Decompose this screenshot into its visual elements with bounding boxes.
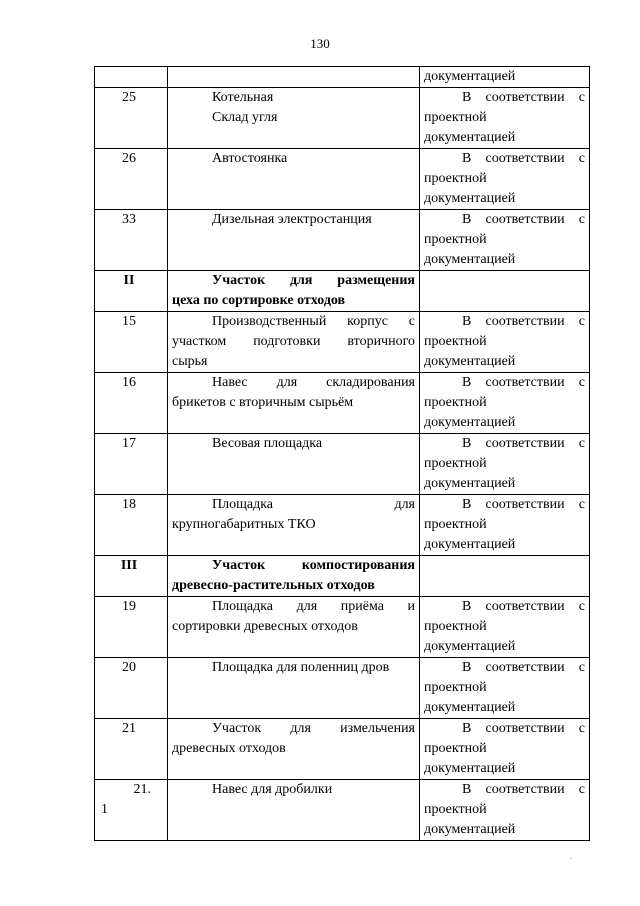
status-cell	[420, 149, 590, 210]
row-number-cell	[95, 719, 168, 780]
facility-name-line: Участок компостирования	[212, 558, 415, 573]
row-number-cell	[95, 556, 168, 597]
table-row	[95, 495, 590, 556]
facility-name-cell	[168, 556, 420, 597]
facility-name-cell	[168, 67, 420, 88]
status-cell	[420, 495, 590, 556]
status-cell	[420, 434, 590, 495]
table-row	[95, 149, 590, 210]
status-line: проектной	[424, 395, 487, 410]
status-line: документацией	[424, 476, 516, 491]
facility-name-line: Склад угля	[212, 110, 278, 125]
status-line: В соответствии с	[462, 314, 585, 329]
page-number: 130	[310, 36, 330, 51]
facility-name-line: Котельная	[212, 90, 274, 105]
status-cell	[420, 312, 590, 373]
status-line: В соответствии с	[462, 436, 585, 451]
status-line: документацией	[424, 700, 516, 715]
status-line: проектной	[424, 680, 487, 695]
status-line: В соответствии с	[462, 90, 585, 105]
facility-name-cell	[168, 597, 420, 658]
row-number-cell	[95, 312, 168, 373]
row-number: III	[120, 558, 138, 573]
row-number: 16	[122, 375, 136, 390]
status-line: документацией	[424, 252, 516, 267]
facility-name-cell	[168, 719, 420, 780]
facility-name-line: участком подготовки вторичного	[172, 334, 415, 349]
facility-name-line: древесно-растительных отходов	[172, 578, 375, 593]
facility-name-cell	[168, 658, 420, 719]
status-line: документацией	[424, 822, 516, 837]
status-line: В соответствии с	[462, 660, 585, 675]
status-line: В соответствии с	[462, 151, 585, 166]
facility-name-cell	[168, 210, 420, 271]
status-cell	[420, 67, 590, 88]
table-row	[95, 434, 590, 495]
status-line: проектной	[424, 110, 487, 125]
facility-name-line: брикетов с вторичным сырьём	[172, 395, 354, 410]
row-number: 17	[122, 436, 136, 451]
facility-name-line: Участок для измельчения	[212, 721, 415, 736]
table-row	[95, 67, 590, 88]
status-cell	[420, 719, 590, 780]
status-cell	[420, 556, 590, 597]
facility-name-line: сырья	[172, 354, 208, 369]
table-row	[95, 373, 590, 434]
row-number: 26	[122, 151, 136, 166]
status-cell	[420, 373, 590, 434]
status-line: документацией	[424, 415, 516, 430]
facility-name-line: древесных отходов	[172, 741, 286, 756]
row-number-cell	[95, 88, 168, 149]
row-number: 15	[122, 314, 136, 329]
corner-mark: .	[570, 852, 572, 861]
status-line: документацией	[424, 761, 516, 776]
status-line: проектной	[424, 334, 487, 349]
row-number: 33	[122, 212, 136, 227]
status-line: проектной	[424, 741, 487, 756]
facility-name-line: Участок для размещения	[212, 273, 415, 288]
status-line: проектной	[424, 171, 487, 186]
row-number: 18	[122, 497, 136, 512]
table-body	[95, 67, 590, 841]
table-row	[95, 719, 590, 780]
facility-name-line: сортировки древесных отходов	[172, 619, 358, 634]
facility-name-line: Навес для складирования	[212, 375, 415, 390]
row-number: 20	[122, 660, 136, 675]
section-row	[95, 556, 590, 597]
facility-name-cell	[168, 149, 420, 210]
facility-name-line: Площадка для приёма и	[212, 599, 415, 614]
facility-name-line: Площадка для поленниц дров	[212, 660, 390, 675]
facility-name-cell	[168, 780, 420, 841]
row-number: 21.	[133, 782, 151, 797]
status-line: В соответствии с	[462, 212, 585, 227]
table-row	[95, 658, 590, 719]
status-cell	[420, 271, 590, 312]
table-row	[95, 210, 590, 271]
facility-name-line: крупногабаритных ТКО	[172, 517, 316, 532]
row-number-cell	[95, 495, 168, 556]
facility-name-line: Навес для дробилки	[212, 782, 333, 797]
row-number-cell	[95, 210, 168, 271]
status-cell	[420, 210, 590, 271]
status-line: проектной	[424, 619, 487, 634]
status-line: проектной	[424, 802, 487, 817]
facility-name-cell	[168, 434, 420, 495]
facility-name-line: Производственный корпус с	[212, 314, 415, 329]
status-line: проектной	[424, 517, 487, 532]
facility-name-cell	[168, 271, 420, 312]
row-number-continuation: 1	[101, 802, 108, 817]
row-number-cell	[95, 67, 168, 88]
status-cell	[420, 780, 590, 841]
table-row	[95, 780, 590, 841]
facility-name-line: Весовая площадка	[212, 436, 323, 451]
row-number: 19	[122, 599, 136, 614]
status-line: документацией	[424, 69, 516, 84]
status-cell	[420, 658, 590, 719]
table-row	[95, 597, 590, 658]
facility-name-line: Автостоянка	[212, 151, 288, 166]
status-line: В соответствии с	[462, 497, 585, 512]
section-row	[95, 271, 590, 312]
status-line: документацией	[424, 639, 516, 654]
status-cell	[420, 88, 590, 149]
facility-name-cell	[168, 312, 420, 373]
row-number-cell	[95, 271, 168, 312]
facility-name-line: Площадка для	[212, 497, 415, 512]
status-line: В соответствии с	[462, 375, 585, 390]
table-row	[95, 88, 590, 149]
status-line: проектной	[424, 232, 487, 247]
table-row	[95, 312, 590, 373]
status-cell	[420, 597, 590, 658]
row-number: 21	[122, 721, 136, 736]
row-number-cell	[95, 597, 168, 658]
row-number-cell	[95, 780, 168, 841]
status-line: В соответствии с	[462, 721, 585, 736]
facility-name-cell	[168, 495, 420, 556]
facilities-table	[94, 66, 590, 841]
row-number: II	[123, 273, 135, 288]
facility-name-line: цеха по сортировке отходов	[172, 293, 346, 308]
status-line: В соответствии с	[462, 782, 585, 797]
status-line: проектной	[424, 456, 487, 471]
status-line: документацией	[424, 354, 516, 369]
row-number-cell	[95, 434, 168, 495]
row-number-cell	[95, 658, 168, 719]
facility-name-cell	[168, 88, 420, 149]
status-line: документацией	[424, 130, 516, 145]
row-number-cell	[95, 149, 168, 210]
row-number-cell	[95, 373, 168, 434]
status-line: документацией	[424, 191, 516, 206]
status-line: В соответствии с	[462, 599, 585, 614]
facility-name-cell	[168, 373, 420, 434]
row-number: 25	[122, 90, 136, 105]
status-line: документацией	[424, 537, 516, 552]
facility-name-line: Дизельная электростанция	[212, 212, 372, 227]
